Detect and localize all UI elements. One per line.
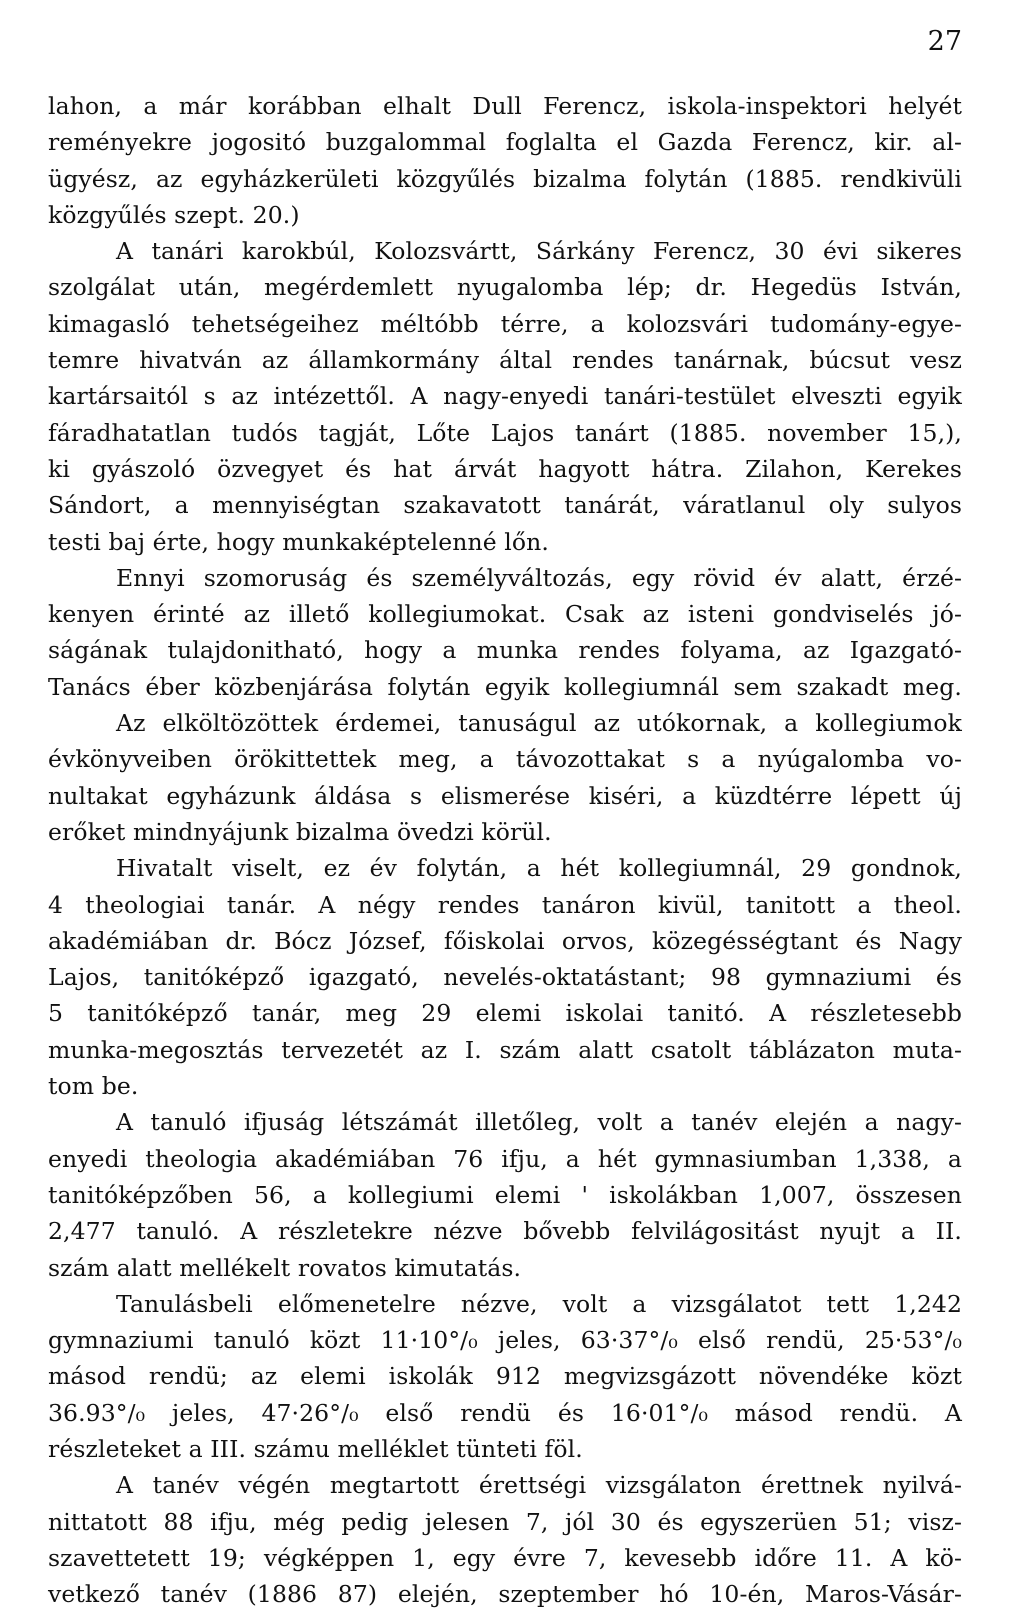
text-line: kartársaitól s az intézettől. A nagy-enyedi tanári-testület elveszti egyik bbox=[48, 382, 962, 411]
text-line: szolgálat után, megérdemlett nyugalomba lép; dr. Hegedüs István, bbox=[48, 273, 962, 302]
page-number: 27 bbox=[927, 26, 962, 57]
body-text bbox=[48, 88, 962, 1612]
text-line: szavettetett 19; végképpen 1, egy évre 7, kevesebb időre 11. A kö- bbox=[48, 1543, 962, 1572]
text-line: nittatott 88 ifju, még pedig jelesen 7, jól 30 és egyszerüen 51; visz- bbox=[48, 1507, 962, 1536]
text-line: szám alatt mellékelt rovatos kimutatás. bbox=[48, 1253, 522, 1282]
text-line: ki gyászoló özvegyet és hat árvát hagyott hátra. Zilahon, Kerekes bbox=[48, 454, 962, 483]
text-line: testi baj érte, hogy munkaképtelenné lőn. bbox=[48, 527, 549, 556]
text-line: A tanév végén megtartott érettségi vizsgálaton érettnek nyilvá- bbox=[116, 1471, 962, 1500]
text-line: közgyűlés szept. 20.) bbox=[48, 200, 300, 229]
text-line: 36.93°/₀ jeles, 47·26°/₀ első rendü és 16·01°/₀ másod rendü. A bbox=[48, 1398, 962, 1427]
text-line: vetkező tanév (1886 87) elején, szeptember hó 10-én, Maros-Vásár- bbox=[48, 1580, 962, 1609]
text-line: 5 tanitóképző tanár, meg 29 elemi iskolai tanitó. A részletesebb bbox=[48, 999, 962, 1028]
text-line: Lajos, tanitóképző igazgató, nevelés-oktatástant; 98 gymnaziumi és bbox=[48, 963, 962, 992]
text-line: Tanács éber közbenjárása folytán egyik kollegiumnál sem szakadt meg. bbox=[48, 672, 962, 701]
text-line: tanitóképzőben 56, a kollegiumi elemi ' iskolákban 1,007, összesen bbox=[48, 1180, 962, 1209]
text-line: tom be. bbox=[48, 1072, 139, 1101]
text-line: évkönyveiben örökittettek meg, a távozottakat s a nyúgalomba vo- bbox=[48, 745, 962, 774]
text-line: munka-megosztás tervezetét az I. szám alatt csatolt táblázaton muta- bbox=[48, 1035, 962, 1064]
text-line: kenyen érinté az illető kollegiumokat. Csak az isteni gondviselés jó- bbox=[48, 600, 962, 629]
text-line: gymnaziumi tanuló közt 11·10°/₀ jeles, 63·37°/₀ első rendü, 25·53°/₀ bbox=[48, 1326, 962, 1355]
text-line: 4 theologiai tanár. A négy rendes tanáron kivül, tanitott a theol. bbox=[48, 890, 962, 919]
text-line: lahon, a már korábban elhalt Dull Ferencz, iskola-inspektori helyét bbox=[48, 92, 962, 120]
text-line: Sándort, a mennyiségtan szakavatott tanárát, váratlanul oly sulyos bbox=[48, 491, 962, 520]
text-line: Az elköltözöttek érdemei, tanuságul az utókornak, a kollegiumok bbox=[116, 709, 962, 738]
text-line: A tanuló ifjuság létszámát illetőleg, volt a tanév elején a nagy- bbox=[116, 1108, 962, 1137]
text-line: Ennyi szomoruság és személyváltozás, egy rövid év alatt, érzé- bbox=[116, 563, 962, 592]
text-line: másod rendü; az elemi iskolák 912 megvizsgázott növendéke közt bbox=[48, 1362, 962, 1391]
text-line: részleteket a III. számu melléklet tünteti föl. bbox=[48, 1434, 583, 1463]
text-line: fáradhatatlan tudós tagját, Lőte Lajos tanárt (1885. november 15,), bbox=[48, 418, 962, 447]
text-line: Tanulásbeli előmenetelre nézve, volt a vizsgálatot tett 1,242 bbox=[116, 1289, 962, 1318]
text-line: ságának tulajdonitható, hogy a munka rendes folyama, az Igazgató- bbox=[48, 636, 962, 665]
text-line: temre hivatván az államkormány által rendes tanárnak, búcsut vesz bbox=[48, 346, 962, 375]
text-line: ügyész, az egyházkerületi közgyűlés bizalma folytán (1885. rendkivüli bbox=[48, 164, 962, 193]
text-line: nultakat egyházunk áldása s elismerése kiséri, a küzdtérre lépett új bbox=[48, 781, 962, 810]
text-line: reményekre jogositó buzgalommal foglalta el Gazda Ferencz, kir. al- bbox=[48, 128, 962, 157]
text-line: enyedi theologia akadémiában 76 ifju, a hét gymnasiumban 1,338, a bbox=[48, 1144, 962, 1173]
text-line: kimagasló tehetségeihez méltóbb térre, a kolozsvári tudomány-egye- bbox=[48, 309, 962, 338]
text-line: A tanári karokbúl, Kolozsvártt, Sárkány Ferencz, 30 évi sikeres bbox=[116, 237, 962, 266]
text-line: Hivatalt viselt, ez év folytán, a hét kollegiumnál, 29 gondnok, bbox=[116, 854, 962, 883]
text-line: 2,477 tanuló. A részletekre nézve bővebb felvilágositást nyujt a II. bbox=[48, 1217, 962, 1246]
text-line: erőket mindnyájunk bizalma övedzi körül. bbox=[48, 817, 552, 846]
text-line: akadémiában dr. Bócz József, főiskolai orvos, közegésségtant és Nagy bbox=[48, 926, 962, 955]
